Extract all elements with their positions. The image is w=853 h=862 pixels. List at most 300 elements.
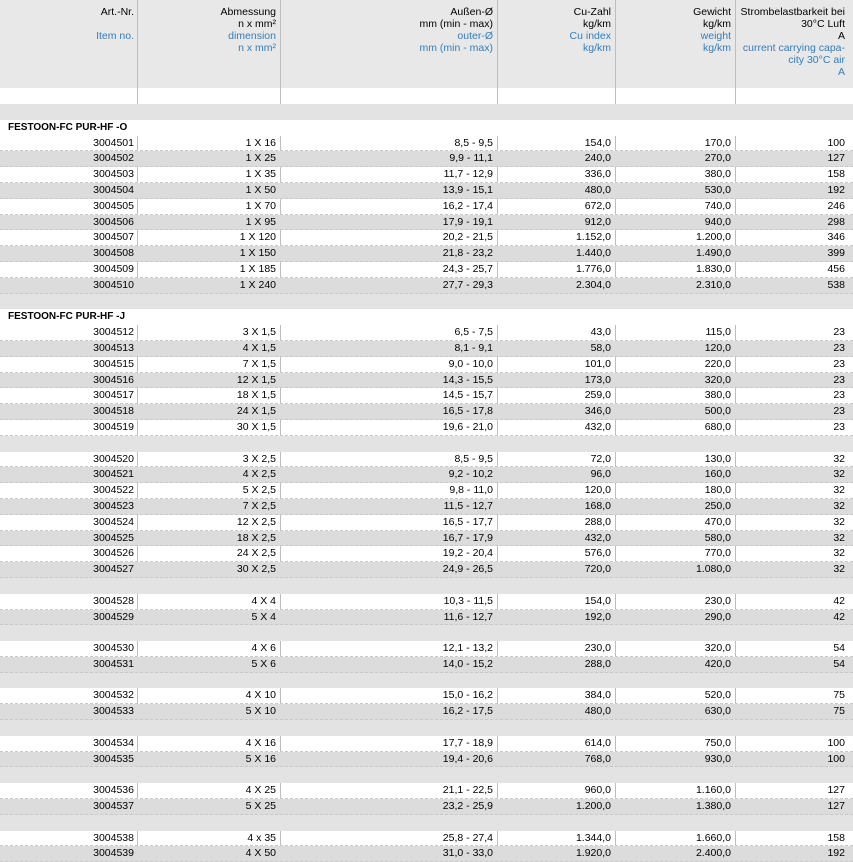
table-row (0, 846, 853, 862)
header-weight (650, 6, 731, 54)
header-label: kg/km (582, 42, 611, 54)
dimension-cell: 4 X 25 (245, 784, 276, 797)
cu-index-cell: 1.440,0 (575, 247, 611, 260)
item-no-cell: 3004531 (93, 657, 134, 670)
header-label: n x mm² (238, 42, 276, 54)
outer-diameter-cell: 25,8 - 27,4 (442, 831, 493, 844)
cu-index-cell: 168,0 (584, 499, 611, 512)
spacer-row (0, 815, 853, 831)
current-cell: 456 (827, 262, 845, 275)
weight-cell: 2.400,0 (695, 847, 731, 860)
dimension-cell: 30 X 1,5 (236, 420, 276, 433)
current-cell: 158 (827, 831, 845, 844)
weight-cell: 230,0 (704, 594, 731, 607)
cu-index-cell: 120,0 (584, 484, 611, 497)
current-cell: 42 (833, 610, 845, 623)
weight-cell: 740,0 (704, 199, 731, 212)
weight-cell: 580,0 (704, 531, 731, 544)
dimension-cell: 4 X 4 (251, 594, 276, 607)
outer-diameter-cell: 27,7 - 29,3 (442, 278, 493, 291)
table-row (0, 736, 853, 752)
header-label: mm (min - max) (419, 42, 493, 54)
table-row (0, 420, 853, 436)
item-no-cell: 3004515 (93, 357, 134, 370)
table-row (0, 752, 853, 768)
outer-diameter-cell: 15,0 - 16,2 (442, 689, 493, 702)
outer-diameter-cell: 17,9 - 19,1 (442, 215, 493, 228)
current-cell: 158 (827, 168, 845, 181)
spacer-row (0, 720, 853, 736)
dimension-cell: 1 X 35 (245, 168, 276, 181)
item-no-cell: 3004519 (93, 420, 134, 433)
header-label: Item no. (96, 30, 134, 42)
item-no-cell: 3004525 (93, 531, 134, 544)
outer-diameter-cell: 19,6 - 21,0 (442, 420, 493, 433)
dimension-cell: 4 X 10 (245, 689, 276, 702)
item-no-cell: 3004516 (93, 373, 134, 386)
current-cell: 32 (833, 468, 845, 481)
dimension-cell: 5 X 4 (251, 610, 276, 623)
table-row (0, 357, 853, 373)
current-cell: 192 (827, 183, 845, 196)
outer-diameter-cell: 16,5 - 17,7 (442, 515, 493, 528)
outer-diameter-cell: 16,2 - 17,5 (442, 705, 493, 718)
cu-index-cell: 240,0 (584, 152, 611, 165)
dimension-cell: 5 X 6 (251, 657, 276, 670)
header-label: city 30°C air (788, 54, 845, 66)
outer-diameter-cell: 24,9 - 26,5 (442, 563, 493, 576)
item-no-cell: 3004521 (93, 468, 134, 481)
dimension-cell: 1 X 185 (239, 262, 276, 275)
header-label: weight (700, 30, 731, 42)
dimension-cell: 24 X 2,5 (236, 547, 276, 560)
weight-cell: 1.160,0 (695, 784, 731, 797)
cu-index-cell: 101,0 (584, 357, 611, 370)
weight-cell: 270,0 (704, 152, 731, 165)
dimension-cell: 4 X 1,5 (242, 341, 276, 354)
group-title: FESTOON-FC PUR-HF -O (8, 121, 128, 133)
item-no-cell: 3004537 (93, 800, 134, 813)
cu-index-cell: 576,0 (584, 547, 611, 560)
spacer-row (0, 625, 853, 641)
dimension-cell: 1 X 150 (239, 247, 276, 260)
current-cell: 42 (833, 594, 845, 607)
cu-index-cell: 1.776,0 (575, 262, 611, 275)
weight-cell: 1.830,0 (695, 262, 731, 275)
cu-index-cell: 1.344,0 (575, 831, 611, 844)
outer-diameter-cell: 16,7 - 17,9 (442, 531, 493, 544)
current-cell: 54 (833, 657, 845, 670)
table-row (0, 783, 853, 799)
current-cell: 127 (827, 152, 845, 165)
item-no-cell: 3004520 (93, 452, 134, 465)
dimension-cell: 24 X 1,5 (236, 405, 276, 418)
cu-index-cell: 230,0 (584, 642, 611, 655)
outer-diameter-cell: 12,1 - 13,2 (442, 642, 493, 655)
item-no-cell: 3004538 (93, 831, 134, 844)
current-cell: 127 (827, 784, 845, 797)
table-row (0, 215, 853, 231)
table-row (0, 831, 853, 847)
weight-cell: 770,0 (704, 547, 731, 560)
cu-index-cell: 1.920,0 (575, 847, 611, 860)
header-label: Abmessung (220, 6, 276, 18)
cu-index-cell: 288,0 (584, 515, 611, 528)
header-label: current carrying capa- (742, 42, 845, 54)
item-no-cell: 3004523 (93, 499, 134, 512)
weight-cell: 1.490,0 (695, 247, 731, 260)
outer-diameter-cell: 8,5 - 9,5 (454, 452, 493, 465)
current-cell: 23 (833, 405, 845, 418)
weight-cell: 750,0 (704, 736, 731, 749)
weight-cell: 290,0 (704, 610, 731, 623)
item-no-cell: 3004504 (93, 183, 134, 196)
dimension-cell: 1 X 240 (239, 278, 276, 291)
outer-diameter-cell: 8,5 - 9,5 (454, 136, 493, 149)
item-no-cell: 3004517 (93, 389, 134, 402)
outer-diameter-cell: 11,7 - 12,9 (443, 168, 493, 181)
table-row (0, 199, 853, 215)
cu-index-cell: 43,0 (590, 326, 611, 339)
dimension-cell: 5 X 16 (245, 752, 276, 765)
header-outer-diameter (380, 6, 493, 54)
cu-index-cell: 432,0 (584, 531, 611, 544)
spacer-row (0, 294, 853, 310)
group-title-row (0, 309, 853, 325)
item-no-cell: 3004501 (93, 136, 134, 149)
dimension-cell: 1 X 120 (239, 231, 276, 244)
outer-diameter-cell: 8,1 - 9,1 (454, 341, 493, 354)
dimension-cell: 7 X 2,5 (242, 499, 276, 512)
item-no-cell: 3004530 (93, 642, 134, 655)
table-row (0, 594, 853, 610)
table-row (0, 531, 853, 547)
table-row (0, 325, 853, 341)
header-label: n x mm² (238, 18, 276, 30)
current-cell: 538 (827, 278, 845, 291)
table-row (0, 546, 853, 562)
header-label: A (837, 30, 845, 42)
cu-index-cell: 346,0 (584, 405, 611, 418)
item-no-cell: 3004506 (93, 215, 134, 228)
item-no-cell: 3004532 (93, 689, 134, 702)
weight-cell: 520,0 (704, 689, 731, 702)
cu-index-cell: 96,0 (590, 468, 611, 481)
item-no-cell: 3004507 (93, 231, 134, 244)
table-row (0, 404, 853, 420)
dimension-cell: 5 X 10 (245, 705, 276, 718)
header-label: Strombelastbarkeit bei (740, 6, 845, 18)
cu-index-cell: 2.304,0 (575, 278, 611, 291)
cu-index-cell: 259,0 (584, 389, 611, 402)
weight-cell: 180,0 (704, 484, 731, 497)
outer-diameter-cell: 9,2 - 10,2 (448, 468, 493, 481)
current-cell: 23 (833, 373, 845, 386)
weight-cell: 1.380,0 (695, 800, 731, 813)
dimension-cell: 18 X 1,5 (236, 389, 276, 402)
current-cell: 23 (833, 389, 845, 402)
cu-index-cell: 480,0 (584, 183, 611, 196)
table-row (0, 246, 853, 262)
outer-diameter-cell: 14,5 - 15,7 (442, 389, 493, 402)
header-dimension (190, 6, 276, 54)
cu-index-cell: 672,0 (584, 199, 611, 212)
weight-cell: 120,0 (704, 341, 731, 354)
header-label: Außen-Ø (450, 6, 493, 18)
cu-index-cell: 432,0 (584, 420, 611, 433)
current-cell: 23 (833, 357, 845, 370)
outer-diameter-cell: 16,5 - 17,8 (442, 405, 493, 418)
item-no-cell: 3004536 (93, 784, 134, 797)
current-cell: 54 (833, 642, 845, 655)
table-row (0, 167, 853, 183)
weight-cell: 320,0 (704, 373, 731, 386)
table-row (0, 562, 853, 578)
dimension-cell: 1 X 50 (245, 183, 276, 196)
cu-index-cell: 480,0 (584, 705, 611, 718)
current-cell: 23 (833, 420, 845, 433)
header-label: Gewicht (693, 6, 731, 18)
weight-cell: 250,0 (704, 499, 731, 512)
cu-index-cell: 614,0 (584, 736, 611, 749)
item-no-cell: 3004524 (93, 515, 134, 528)
dimension-cell: 12 X 1,5 (236, 373, 276, 386)
dimension-cell: 4 x 35 (247, 831, 276, 844)
current-cell: 192 (827, 847, 845, 860)
item-no-cell: 3004535 (93, 752, 134, 765)
weight-cell: 220,0 (704, 357, 731, 370)
item-no-cell: 3004508 (93, 247, 134, 260)
cu-index-cell: 72,0 (590, 452, 611, 465)
outer-diameter-cell: 9,8 - 11,0 (449, 484, 493, 497)
weight-cell: 130,0 (704, 452, 731, 465)
header-label: 30°C Luft (801, 18, 845, 30)
table-row (0, 136, 853, 152)
outer-diameter-cell: 10,3 - 11,5 (443, 594, 493, 607)
header-label: kg/km (582, 18, 611, 30)
item-no-cell: 3004522 (93, 484, 134, 497)
cu-index-cell: 720,0 (584, 563, 611, 576)
cu-index-cell: 384,0 (584, 689, 611, 702)
cu-index-cell: 192,0 (584, 610, 611, 623)
item-no-cell: 3004527 (93, 563, 134, 576)
cu-index-cell: 154,0 (584, 136, 611, 149)
table-row (0, 230, 853, 246)
table-row (0, 799, 853, 815)
spacer-row (0, 673, 853, 689)
dimension-cell: 1 X 70 (245, 199, 276, 212)
current-cell: 23 (833, 341, 845, 354)
weight-cell: 170,0 (704, 136, 731, 149)
weight-cell: 1.080,0 (695, 563, 731, 576)
item-no-cell: 3004526 (93, 547, 134, 560)
header-label: Art.-Nr. (100, 6, 134, 18)
table-row (0, 452, 853, 468)
weight-cell: 420,0 (704, 657, 731, 670)
weight-cell: 530,0 (704, 183, 731, 196)
weight-cell: 1.660,0 (695, 831, 731, 844)
dimension-cell: 4 X 16 (245, 736, 276, 749)
cu-index-cell: 288,0 (584, 657, 611, 670)
spacer-row (0, 767, 853, 783)
table-row (0, 388, 853, 404)
cu-index-cell: 336,0 (584, 168, 611, 181)
weight-cell: 630,0 (704, 705, 731, 718)
dimension-cell: 4 X 2,5 (242, 468, 276, 481)
table-row (0, 341, 853, 357)
dimension-cell: 3 X 2,5 (242, 452, 276, 465)
current-cell: 32 (833, 499, 845, 512)
header-label: mm (min - max) (419, 18, 493, 30)
cu-index-cell: 768,0 (584, 752, 611, 765)
weight-cell: 115,0 (705, 326, 731, 339)
weight-cell: 380,0 (704, 389, 731, 402)
outer-diameter-cell: 19,2 - 20,4 (442, 547, 493, 560)
weight-cell: 1.200,0 (695, 231, 731, 244)
current-cell: 32 (833, 484, 845, 497)
header-label: outer-Ø (457, 30, 493, 42)
dimension-cell: 12 X 2,5 (236, 515, 276, 528)
cu-index-cell: 154,0 (584, 594, 611, 607)
current-cell: 32 (833, 531, 845, 544)
item-no-cell: 3004503 (93, 168, 134, 181)
current-cell: 32 (833, 515, 845, 528)
group-title-row (0, 120, 853, 136)
group-title: FESTOON-FC PUR-HF -J (8, 311, 126, 323)
table-row (0, 688, 853, 704)
header-label: dimension (228, 30, 276, 42)
outer-diameter-cell: 14,3 - 15,5 (442, 373, 493, 386)
outer-diameter-cell: 20,2 - 21,5 (442, 231, 493, 244)
outer-diameter-cell: 9,9 - 11,1 (449, 152, 493, 165)
outer-diameter-cell: 24,3 - 25,7 (442, 262, 493, 275)
spacer-row (0, 104, 853, 120)
current-cell: 298 (827, 215, 845, 228)
dimension-cell: 1 X 95 (245, 215, 276, 228)
header-label: Cu-Zahl (573, 6, 611, 18)
item-no-cell: 3004510 (93, 278, 134, 291)
current-cell: 75 (833, 689, 845, 702)
table-row (0, 483, 853, 499)
current-cell: 23 (833, 326, 845, 339)
outer-diameter-cell: 31,0 - 33,0 (442, 847, 493, 860)
item-no-cell: 3004518 (93, 405, 134, 418)
current-cell: 32 (833, 563, 845, 576)
header-current-capacity (738, 6, 845, 78)
outer-diameter-cell: 19,4 - 20,6 (442, 752, 493, 765)
table-row (0, 467, 853, 483)
outer-diameter-cell: 14,0 - 15,2 (442, 657, 493, 670)
table-row (0, 704, 853, 720)
current-cell: 100 (827, 736, 845, 749)
header-label: A (837, 66, 845, 78)
table-row (0, 499, 853, 515)
dimension-cell: 18 X 2,5 (236, 531, 276, 544)
weight-cell: 680,0 (704, 420, 731, 433)
dimension-cell: 7 X 1,5 (242, 357, 276, 370)
item-no-cell: 3004513 (93, 341, 134, 354)
table-row (0, 278, 853, 294)
spacer-row (0, 436, 853, 452)
data-table-body (0, 104, 853, 862)
table-row (0, 151, 853, 167)
dimension-cell: 1 X 16 (245, 136, 276, 149)
outer-diameter-cell: 16,2 - 17,4 (442, 199, 493, 212)
item-no-cell: 3004534 (93, 736, 134, 749)
outer-diameter-cell: 11,6 - 12,7 (443, 610, 493, 623)
outer-diameter-cell: 21,1 - 22,5 (442, 784, 493, 797)
outer-diameter-cell: 6,5 - 7,5 (454, 326, 493, 339)
header-cu-index (530, 6, 611, 54)
cu-index-cell: 1.200,0 (575, 800, 611, 813)
dimension-cell: 5 X 2,5 (242, 484, 276, 497)
outer-diameter-cell: 17,7 - 18,9 (442, 736, 493, 749)
dimension-cell: 4 X 6 (251, 642, 276, 655)
header-label: Cu index (569, 30, 611, 42)
item-no-cell: 3004505 (93, 199, 134, 212)
current-cell: 100 (827, 752, 845, 765)
item-no-cell: 3004529 (93, 610, 134, 623)
header-label: kg/km (702, 42, 731, 54)
dimension-cell: 1 X 25 (245, 152, 276, 165)
item-no-cell: 3004502 (93, 152, 134, 165)
dimension-cell: 3 X 1,5 (242, 326, 276, 339)
weight-cell: 500,0 (704, 405, 731, 418)
weight-cell: 160,0 (704, 468, 731, 481)
item-no-cell: 3004539 (93, 847, 134, 860)
table-header (0, 0, 853, 88)
dimension-cell: 4 X 50 (245, 847, 276, 860)
table-row (0, 515, 853, 531)
weight-cell: 2.310,0 (695, 278, 731, 291)
table-row (0, 373, 853, 389)
outer-diameter-cell: 9,0 - 10,0 (448, 357, 493, 370)
table-row (0, 641, 853, 657)
outer-diameter-cell: 23,2 - 25,9 (442, 800, 493, 813)
current-cell: 75 (833, 705, 845, 718)
item-no-cell: 3004533 (93, 705, 134, 718)
cu-index-cell: 1.152,0 (575, 231, 611, 244)
table-row (0, 262, 853, 278)
table-row (0, 183, 853, 199)
item-no-cell: 3004528 (93, 594, 134, 607)
current-cell: 32 (833, 452, 845, 465)
dimension-cell: 5 X 25 (245, 800, 276, 813)
table-row (0, 610, 853, 626)
outer-diameter-cell: 13,9 - 15,1 (442, 183, 493, 196)
cu-index-cell: 912,0 (584, 215, 611, 228)
header-item-no (60, 6, 134, 42)
header-label: kg/km (702, 18, 731, 30)
weight-cell: 320,0 (704, 642, 731, 655)
cu-index-cell: 173,0 (584, 373, 611, 386)
current-cell: 127 (827, 800, 845, 813)
table-row (0, 657, 853, 673)
current-cell: 100 (827, 136, 845, 149)
cu-index-cell: 58,0 (590, 341, 611, 354)
weight-cell: 470,0 (704, 515, 731, 528)
dimension-cell: 30 X 2,5 (236, 563, 276, 576)
current-cell: 246 (827, 199, 845, 212)
spacer-row (0, 578, 853, 594)
weight-cell: 930,0 (704, 752, 731, 765)
current-cell: 399 (827, 247, 845, 260)
item-no-cell: 3004512 (93, 326, 134, 339)
cu-index-cell: 960,0 (584, 784, 611, 797)
item-no-cell: 3004509 (93, 262, 134, 275)
outer-diameter-cell: 21,8 - 23,2 (442, 247, 493, 260)
outer-diameter-cell: 11,5 - 12,7 (443, 499, 493, 512)
